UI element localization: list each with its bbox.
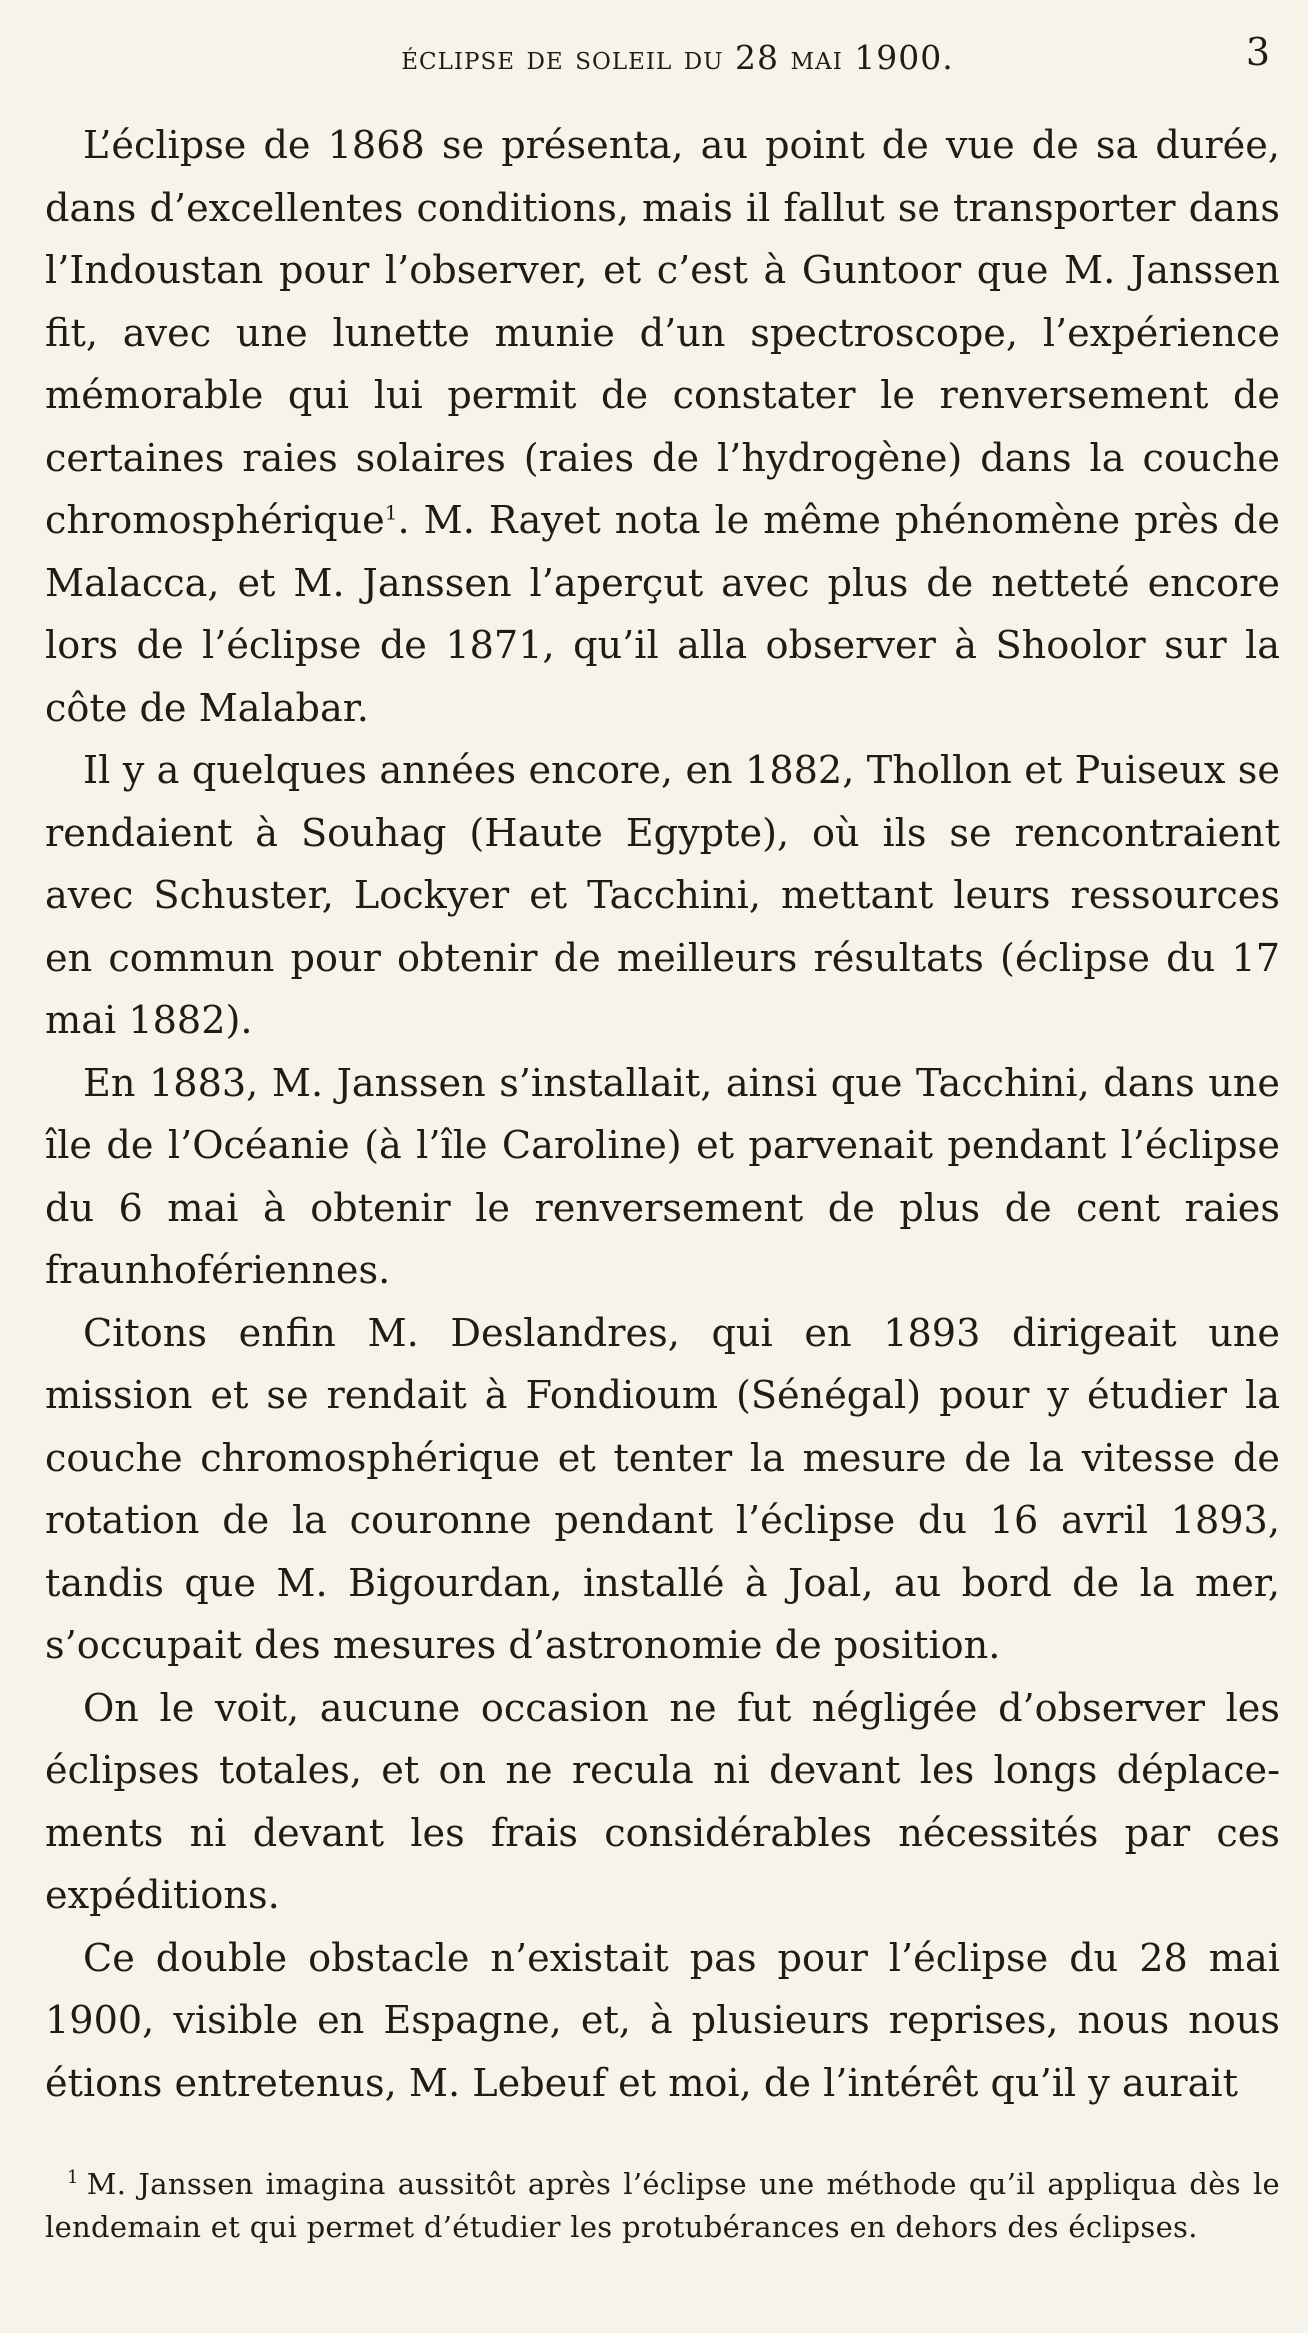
paragraph-1-text-after-ref: . M. Rayet nota le même phénomène près de Malacca, et M. Janssen l’aperçut avec plus de netteté encore lors de l’éclipse de 1871, qu’il alla observer à Shoolor sur la côte de Malabar. xyxy=(45,499,1280,731)
footnote xyxy=(45,2163,1280,2249)
running-title: éclipse de soleil du 28 mai 1900. xyxy=(401,38,954,77)
footnote-reference: 1 xyxy=(384,500,398,525)
paragraph-5: On le voit, aucune occasion ne fut négligée d’observer les éclipses totales, et on ne recula ni devant les longs déplacements ni devant les frais considérables nécessités par ces expéditions. xyxy=(45,1686,1280,1918)
page-header xyxy=(45,30,1270,80)
paragraph-2: Il y a quelques années encore, en 1882, Thollon et Puiseux se rendaient à Souhag (Haute Egypte), où ils se rencontraient avec Schuster, Lockyer et Tacchini, mettant leurs ressources en commun pour obtenir de meilleurs résultats (éclipse du 17 mai 1882). xyxy=(45,749,1280,1043)
footnote-mark: 1 xyxy=(67,2167,79,2189)
footnote-text: M. Janssen imagina aussitôt après l’éclipse une méthode qu’il appliqua dès le lendemain et qui permet d’étudier les protubérances en dehors des éclipses. xyxy=(45,2167,1280,2244)
paragraph-1-text-before-ref: L’éclipse de 1868 se présenta, au point de vue de sa durée, dans d’excellentes conditions, mais il fallut se transporter dans l’Indoustan pour l’observer, et c’est à Guntoor que M. Janssen fit, avec une lunette munie d’un spectroscope, l’expérience mémorable qui lui permit de constater le renversement de certaines raies solaires (raies de l’hydrogène) dans la couche chromosphérique xyxy=(45,124,1280,543)
paragraph-4: Citons enfin M. Deslandres, qui en 1893 dirigeait une mission et se rendait à Fondioum (Sénégal) pour y étudier la couche chromosphérique et tenter la mesure de la vitesse de rotation de la couronne pendant l’éclipse du 16 avril 1893, tandis que M. Bigourdan, installé à Joal, au bord de la mer, s’occupait des mesures d’astronomie de position. xyxy=(45,1311,1280,1668)
paragraph-3: En 1883, M. Janssen s’installait, ainsi que Tacchini, dans une île de l’Océanie (à l’île Caroline) et parvenait pendant l’éclipse du 6 mai à obtenir le renversement de plus de cent raies fraunhofériennes. xyxy=(45,1061,1280,1293)
page-number: 3 xyxy=(1245,30,1270,74)
paragraph-1 xyxy=(45,115,1280,740)
body-text xyxy=(45,115,1280,2115)
paragraph-6: Ce double obstacle n’existait pas pour l’éclipse du 28 mai 1900, visible en Espagne, et, à plusieurs reprises, nous nous étions entretenus, M. Lebeuf et moi, de l’intérêt qu’il y aurait xyxy=(45,1936,1280,2106)
